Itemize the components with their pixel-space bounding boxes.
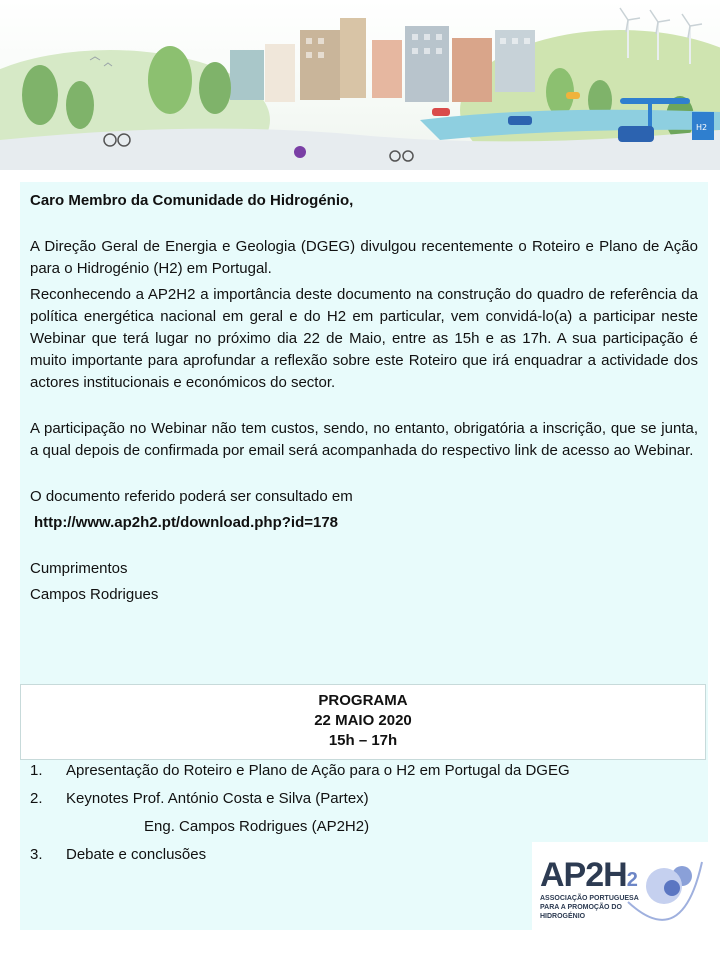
list-text: Eng. Campos Rodrigues (AP2H2): [144, 818, 370, 835]
list-item: [30, 813, 650, 841]
list-number: 3.: [30, 846, 43, 863]
program-time: 15h – 17h: [328, 732, 398, 749]
list-number: 2.: [30, 790, 43, 807]
svg-text:H2: H2: [696, 123, 708, 132]
logo-tagline: ASSOCIAÇÃO PORTUGUESA PARA A PROMOÇÃO DO HIDROGÉNIO: [540, 895, 639, 920]
document-link[interactable]: http://www.ap2h2.pt/download.php?id=178: [34, 514, 339, 531]
list-text: Keynotes Prof. António Costa e Silva (Partex): [66, 790, 369, 807]
closing: Cumprimentos: [30, 560, 128, 577]
signature: Campos Rodrigues: [30, 586, 159, 603]
greeting: Caro Membro da Comunidade do Hidrogénio,: [30, 192, 354, 209]
logo-name: AP2: [540, 856, 604, 894]
banner-illustration: [0, 0, 720, 170]
program-date: 22 MAIO 2020: [314, 712, 412, 729]
paragraph-document: O documento referido poderá ser consultado em: [30, 488, 353, 505]
list-text: Apresentação do Roteiro e Plano de Ação para o H2 em Portugal da DGEG: [66, 762, 570, 779]
car-icon: [566, 92, 580, 99]
ap2h2-logo: [532, 842, 708, 930]
list-item: [30, 785, 650, 813]
car-icon: [432, 108, 450, 116]
h2-station-roof: [620, 98, 690, 104]
scooter-icon: [294, 146, 306, 158]
program-title: PROGRAMA: [318, 692, 408, 709]
bus-icon: [618, 126, 654, 142]
program-box: [20, 684, 706, 760]
paragraph-registration: A participação no Webinar não tem custos, sendo, no entanto, obrigatória a inscrição, que se junta, a qual depois de confirmada por email será acompanhada do respectivo link de acesso ao Webinar.: [30, 420, 698, 459]
logo-wordmark: [540, 856, 637, 895]
list-item: [30, 757, 650, 785]
list-text: Debate e conclusões: [66, 846, 207, 863]
car-icon: [508, 116, 532, 125]
letter-body: [30, 190, 698, 606]
list-number: 1.: [30, 762, 43, 779]
paragraph-announcement: A Direção Geral de Energia e Geologia (DGEG) divulgou recentemente o Roteiro e Plano de Ação para o Hidrogénio (H2) em Portugal.: [30, 238, 698, 277]
paragraph-invitation: Reconhecendo a AP2H2 a importância deste documento na construção do quadro de referência da política energética nacional em geral e do H2 em particular, vem convidá-lo(a) a participar neste Webinar que terá lugar no próximo dia 22 de Maio, entre as 15h e as 17h. A sua participação é muito importante para aprofundar a reflexão sobre este Roteiro que irá enquadrar a actividade dos actores institucionais e económicos do sector.: [30, 286, 698, 391]
city-scene-illustration: [0, 0, 720, 170]
logo-name-h: H: [603, 856, 627, 894]
logo-name-sub: 2: [626, 869, 637, 891]
